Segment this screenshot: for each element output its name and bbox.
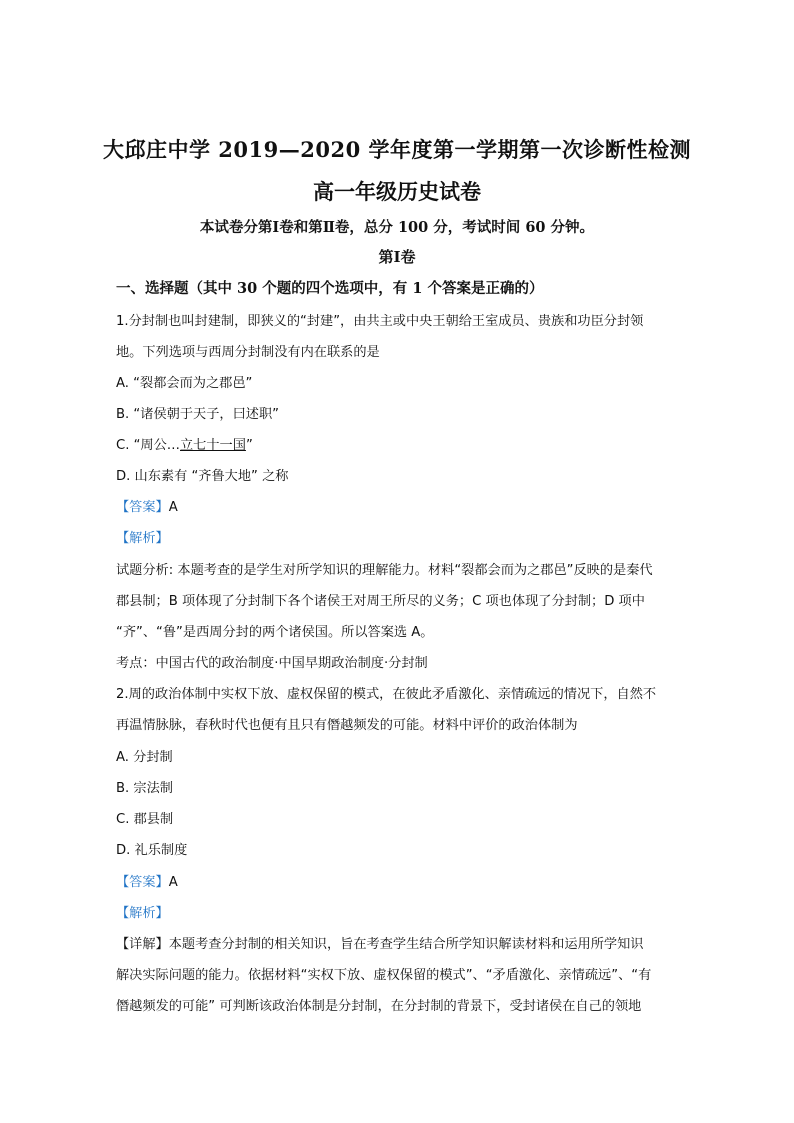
q1-option-d: D. 山东素有 “齐鲁大地” 之称 xyxy=(116,469,289,484)
answer-tag: 【答案】 xyxy=(116,500,169,515)
q1-analysis-line3: “齐”、“鲁”是西周分封的两个诸侯国。所以答案选 A。 xyxy=(116,625,434,640)
q2-option-d: D. 礼乐制度 xyxy=(116,843,188,858)
q1-analysis-tag: 【解析】 xyxy=(116,531,169,546)
q2-detail-line1 xyxy=(116,936,644,954)
q2-detail-line2: 解决实际问题的能力。依据材料“实权下放、虚权保留的模式”、“矛盾激化、亲情疏远”、“有 xyxy=(116,968,652,983)
q1-stem-line1: 1.分封制也叫封建制，即狭义的“封建”，由共主或中央王朝给王室成员、贵族和功臣分封领 xyxy=(116,314,644,329)
q2-stem-line2: 再温情脉脉，春秋时代也便有且只有僭越频发的可能。材料中评价的政治体制为 xyxy=(116,718,578,733)
q1-stem-line2: 地。下列选项与西周分封制没有内在联系的是 xyxy=(116,345,380,360)
volume-heading: 第Ⅰ卷 xyxy=(378,248,416,266)
q1-option-a: A. “裂都会而为之郡邑” xyxy=(116,376,253,391)
q2-option-c: C. 郡县制 xyxy=(116,812,174,827)
q1-option-c xyxy=(116,437,253,455)
exam-title: 大邱庄中学 2019—2020 学年度第一学期第一次诊断性检测 xyxy=(102,137,691,162)
q1-analysis-line2: 郡县制；B 项体现了分封制下各个诸侯王对周王所尽的义务；C 项也体现了分封制；D 项中 xyxy=(116,594,645,609)
q1-kaodian: 考点：中国古代的政治制度·中国早期政治制度·分封制 xyxy=(116,656,428,671)
q1-option-b: B. “诸侯朝于天子，曰述职” xyxy=(116,407,279,422)
detail-tag: 【详解】 xyxy=(116,937,169,952)
exam-subject-title: 高一年级历史试卷 xyxy=(313,179,481,204)
q1-option-c-prefix: C. “周公… xyxy=(116,438,180,453)
q2-option-b: B. 宗法制 xyxy=(116,781,173,796)
q1-answer xyxy=(116,499,178,517)
detail-text: 本题考查分封制的相关知识，旨在考查学生结合所学知识解读材料和运用所学知识 xyxy=(168,937,644,952)
q2-answer xyxy=(116,874,178,892)
q2-analysis-tag: 【解析】 xyxy=(116,906,169,921)
q2-detail-line3: 僭越频发的可能” 可判断该政治体制是分封制，在分封制的背景下，受封诸侯在自己的领地 xyxy=(116,999,642,1014)
q2-stem-line1: 2.周的政治体制中实权下放、虚权保留的模式，在彼此矛盾激化、亲情疏远的情况下，自然不 xyxy=(116,687,657,702)
q1-analysis-line1: 试题分析: 本题考查的是学生对所学知识的理解能力。材料“裂都会而为之郡邑”反映的是秦代 xyxy=(116,563,653,578)
exam-instructions: 本试卷分第Ⅰ卷和第Ⅱ卷，总分 100 分，考试时间 60 分钟。 xyxy=(199,219,595,236)
section-heading: 一、选择题（其中 30 个题的四个选项中，有 1 个答案是正确的） xyxy=(116,280,544,297)
answer-tag: 【答案】 xyxy=(116,875,169,890)
answer-value: A xyxy=(168,875,178,890)
answer-value: A xyxy=(168,500,178,515)
q1-option-c-suffix: ” xyxy=(245,438,253,453)
q2-option-a: A. 分封制 xyxy=(116,750,173,765)
q1-option-c-underlined: 立七十一国 xyxy=(180,438,246,453)
